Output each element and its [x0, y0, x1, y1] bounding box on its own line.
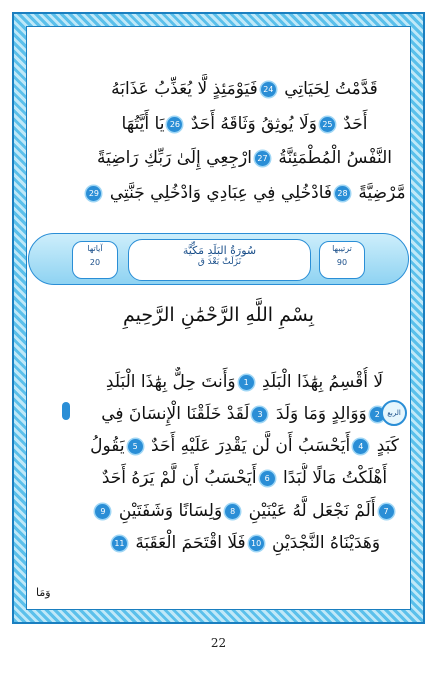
surah-ayat-badge: [72, 241, 118, 279]
surah-order-number: 90: [336, 258, 348, 267]
verse-line: [62, 431, 427, 461]
ayah-number-marker: 11: [112, 536, 127, 551]
verse-line: [62, 463, 427, 493]
surah-revealed-after: نَزَلَتْ بَعْدَ ق: [197, 257, 242, 267]
surah-ayat-label: آياتها: [87, 244, 103, 253]
verse-text: أَهْلَكْتُ مَالًا لُّبَدًا: [283, 468, 388, 488]
verse-text: لَقَدْ خَلَقْنَا الْإِنسَانَ فِي: [101, 404, 250, 424]
verse-text: وَوَالِدٍ وَمَا وَلَدَ: [275, 404, 367, 424]
verse-line: [62, 528, 427, 558]
verse-line: [62, 74, 427, 104]
page-number: 22: [210, 636, 227, 650]
basmala: بِسْمِ اللَّهِ الرَّحْمَٰنِ الرَّحِيمِ: [123, 304, 314, 326]
surah-title-box: [128, 239, 311, 281]
verse-text: قَدَّمْتُ لِحَيَاتِي: [284, 79, 378, 99]
ayah-number-marker: 7: [379, 504, 394, 519]
verse-line: [62, 109, 427, 139]
verse-text: فَيَوْمَئِذٍ لَّا يُعَذِّبُ عَذَابَهُ: [111, 79, 258, 99]
ayah-number-marker: 9: [95, 504, 110, 519]
verse-text: كَبَدٍ: [376, 436, 399, 456]
verse-text: أَلَمْ نَجْعَل لَّهُ عَيْنَيْنِ: [248, 501, 376, 521]
surah-order-badge: [319, 241, 365, 279]
ayah-number-marker: 24: [261, 82, 276, 97]
ayah-number-marker: 2: [370, 407, 385, 422]
hizb-marker-icon: [62, 402, 70, 420]
surah-name: سُورَةُ البَلَدِ مَكِّيَّة: [182, 244, 257, 257]
verse-line: [62, 178, 427, 208]
verse-text: وَلِسَانًا وَشَفَتَيْنِ: [118, 501, 223, 521]
verse-text: فَادْخُلِي فِي عِبَادِي وَادْخُلِي جَنَّتِي: [109, 183, 332, 203]
surah-ayat-count: 20: [89, 258, 101, 267]
ayah-number-marker: 10: [249, 536, 264, 551]
hizb-quarter-icon: الربع: [381, 400, 407, 426]
verse-text: يَا أَيَّتُهَا: [121, 114, 165, 134]
verse-text: وَهَدَيْنَاهُ النَّجْدَيْنِ: [272, 533, 381, 553]
ayah-number-marker: 4: [353, 439, 368, 454]
ayah-number-marker: 26: [167, 117, 182, 132]
surah-header: [28, 233, 409, 285]
verse-text: فَلَا اقْتَحَمَ الْعَقَبَةَ: [135, 533, 246, 553]
verse-line: [62, 143, 427, 173]
ayah-number-marker: 3: [252, 407, 267, 422]
verse-text: وَأَنتَ حِلٌّ بِهَٰذَا الْبَلَدِ: [105, 372, 236, 392]
verse-text: النَّفْسُ الْمُطْمَئِنَّةُ: [278, 148, 392, 168]
ayah-number-marker: 29: [86, 186, 101, 201]
ayah-number-marker: 5: [128, 439, 143, 454]
verse-text: أَحَدٌ: [343, 114, 368, 134]
ayah-number-marker: 27: [255, 151, 270, 166]
ayah-number-marker: 6: [260, 471, 275, 486]
ayah-number-marker: 25: [320, 117, 335, 132]
ayah-number-marker: 8: [225, 504, 240, 519]
verse-text: أَيَحْسَبُ أَن لَّن يَقْدِرَ عَلَيْهِ أَحَدٌ: [151, 436, 351, 456]
verse-line: [62, 367, 427, 397]
verse-line: [62, 496, 427, 526]
ayah-number-marker: 1: [239, 375, 254, 390]
verse-text: ارْجِعِي إِلَىٰ رَبِّكِ رَاضِيَةً: [97, 148, 252, 168]
verse-text: يَقُولُ: [90, 436, 125, 456]
verse-text: مَّرْضِيَّةً: [358, 183, 406, 203]
surah-order-label: ترتيبها: [332, 244, 352, 253]
ayah-number-marker: 28: [335, 186, 350, 201]
verse-line: [62, 399, 427, 429]
catchword: وَمَا: [36, 586, 51, 599]
verse-text: أَيَحْسَبُ أَن لَّمْ يَرَهُ أَحَدٌ: [101, 468, 257, 488]
verse-text: وَلَا يُوثِقُ وَثَاقَهُ أَحَدٌ: [190, 114, 317, 134]
verse-text: لَا أُقْسِمُ بِهَٰذَا الْبَلَدِ: [262, 372, 384, 392]
